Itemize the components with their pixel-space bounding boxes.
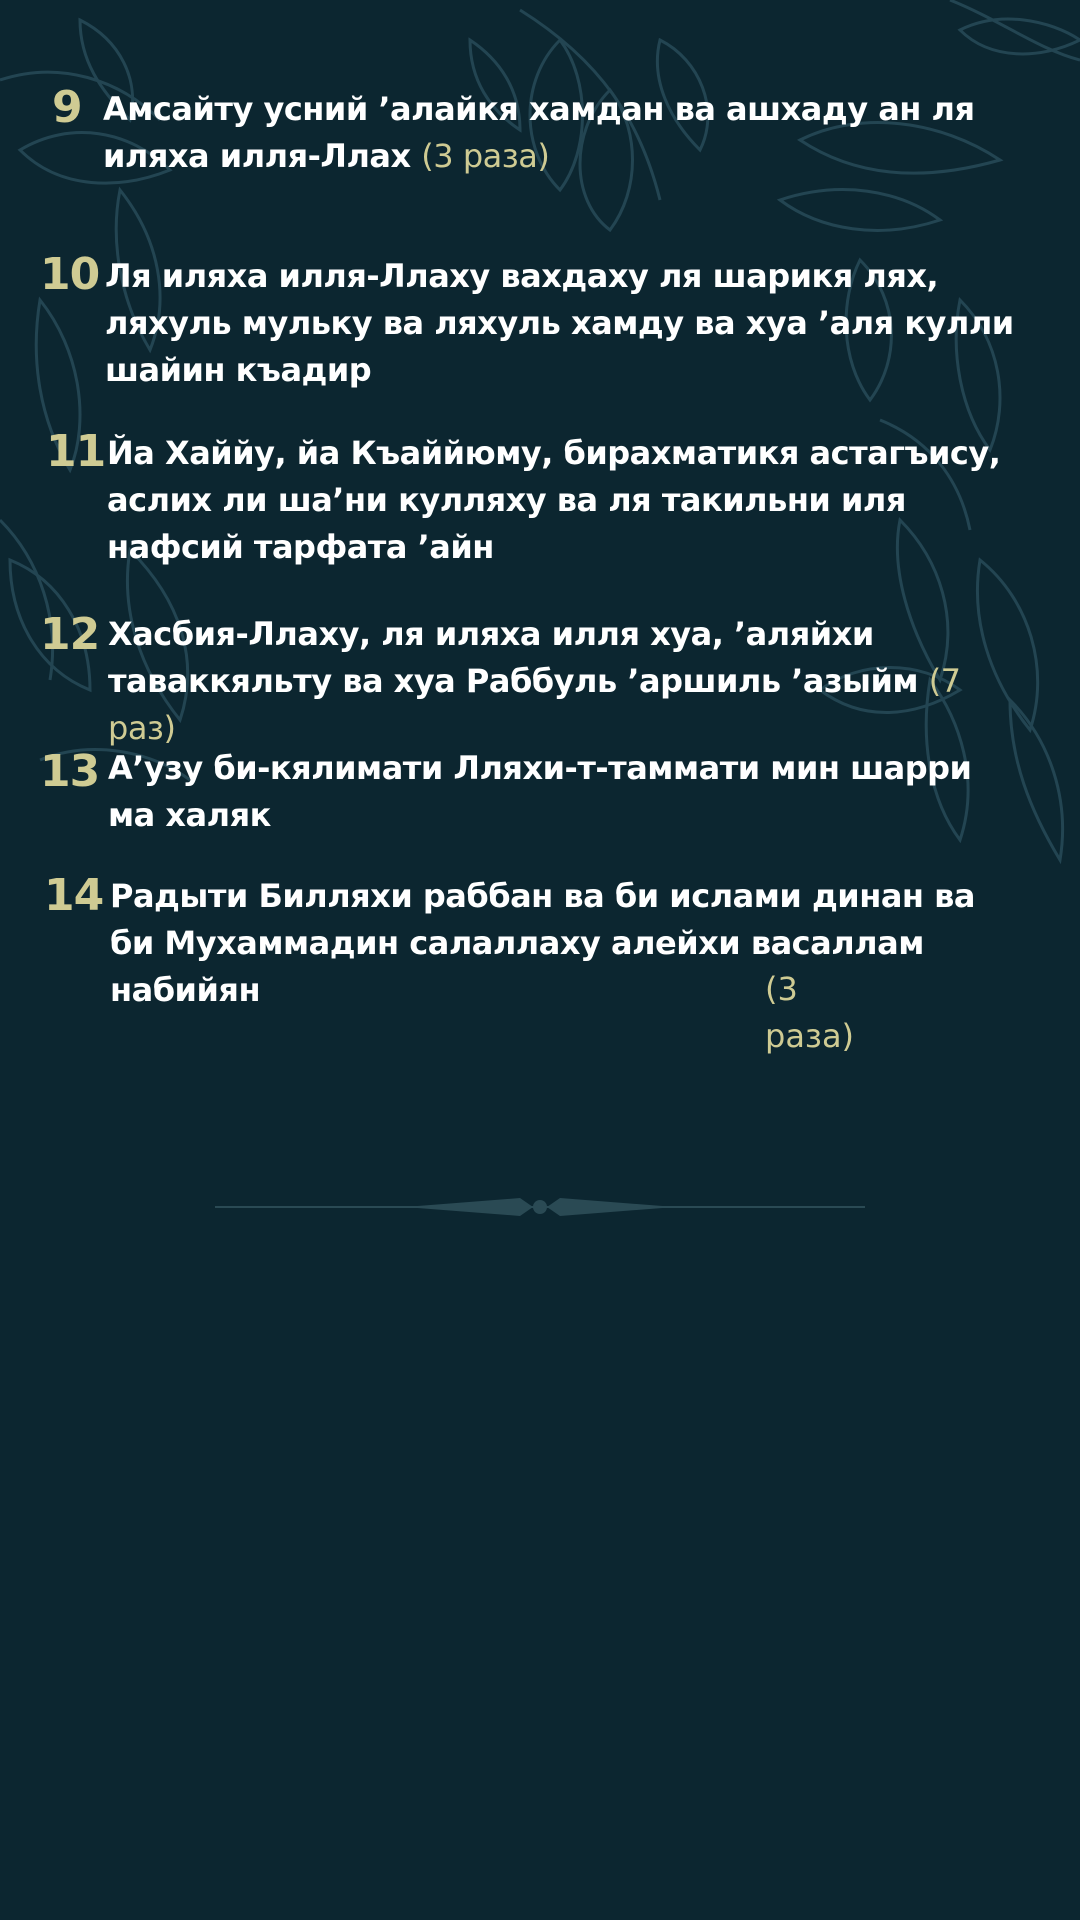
entry-number: 10 [40,249,100,300]
entry-text [108,611,1028,752]
entry-number: 12 [40,609,100,660]
entry-number: 14 [44,870,104,921]
entry-number: 13 [40,746,100,797]
entry-text [103,86,1033,180]
ornament-divider [215,1192,865,1222]
repetition-note: (3 раза) [765,970,855,1055]
entry-text: Ля иляха илля-Ллаху вахдаху ля шарикя лях, ляхуль мульку ва ляхуль хамду ва хуа ’аля кулли шайин къадир [105,257,1014,389]
repetition-note: (3 раза) [421,137,550,175]
entry-text: Радыти Билляхи раббан ва би ислами динан ва би Мухаммадин салаллаху алейхи васаллам набийян [110,877,975,1009]
entry-text-body: Хасбия-Ллаху, ля иляха илля хуа, ’аляйхи таваккяльту ва хуа Раббуль ’аршиль ’азыйм [108,615,919,700]
entry-number: 9 [52,82,82,133]
entry-text-body: Амсайту усний ’алайкя хамдан ва ашхаду ан ля иляха илля-Ллах [103,90,975,175]
entry-text: А’узу би-кялимати Лляхи-т-таммати мин шарри ма халяк [108,749,972,834]
entry-text: Йа Хаййу, йа Къаййюму, бирахматикя астагъису, аслих ли ша’ни кулляху ва ля такильни иля нафсий тарфата ’айн [107,434,1001,566]
entry-number: 11 [46,426,106,477]
repetition-note: (7 раз) [108,662,961,747]
